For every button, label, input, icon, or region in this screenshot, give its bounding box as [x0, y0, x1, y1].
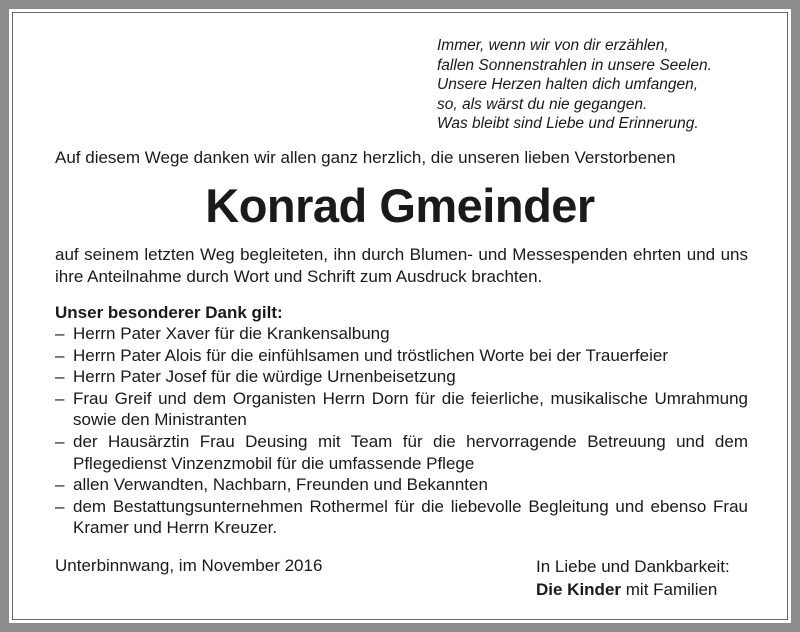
list-item-text: der Hausärztin Frau Deusing mit Team für die hervorragende Betreuung und dem Pflegedienst Vinzenzmobil für die umfassende Pflege: [73, 431, 748, 473]
list-item: [55, 345, 748, 367]
list-item: [55, 474, 748, 496]
intro-text: Auf diesem Wege danken wir allen ganz herzlich, die unseren lieben Verstorbenen: [55, 148, 676, 167]
dash-bullet: –: [55, 475, 65, 495]
list-item-text: Frau Greif und dem Organisten Herrn Dorn für die feierliche, musikalische Umrahmung sowie den Ministranten: [73, 388, 748, 430]
list-item: [55, 323, 748, 345]
body-text: auf seinem letzten Weg begleiteten, ihn durch Blumen- und Messespenden ehrten und uns ihre Anteilnahme durch Wort und Schrift zum Ausdruck brachten.: [55, 245, 748, 286]
signers-rest: mit Familien: [621, 580, 718, 599]
poem-line: fallen Sonnenstrahlen in unsere Seelen.: [437, 56, 712, 74]
list-item: [55, 496, 748, 539]
dash-bullet: –: [55, 324, 65, 343]
list-item-text: dem Bestattungsunternehmen Rothermel für die liebevolle Begleitung und ebenso Frau Kramer und Herrn Kreuzer.: [73, 496, 748, 538]
list-item: [55, 431, 748, 474]
closing-signature: [536, 555, 730, 601]
list-item-text: Herrn Pater Josef für die würdige Urnenbeisetzung: [73, 367, 456, 387]
dash-bullet: –: [55, 496, 65, 516]
signers-bold: Die Kinder: [536, 580, 622, 599]
poem-line: Immer, wenn wir von dir erzählen,: [437, 37, 669, 54]
dash-bullet: –: [55, 367, 65, 387]
poem: [437, 36, 777, 134]
deceased-name: Konrad Gmeinder: [205, 179, 595, 232]
poem-line: Unsere Herzen halten dich umfangen,: [437, 76, 699, 94]
list-item: [55, 388, 748, 431]
dash-bullet: –: [55, 431, 65, 451]
poem-line: Was bleibt sind Liebe und Erinnerung.: [437, 115, 699, 133]
list-item: [55, 366, 748, 388]
signers: [536, 578, 730, 601]
dash-bullet: –: [55, 388, 65, 408]
list-item-text: allen Verwandten, Nachbarn, Freunden und Bekannten: [73, 475, 488, 495]
dash-bullet: –: [55, 345, 65, 365]
thanks-list: [55, 323, 748, 539]
poem-line: so, als wärst du nie gegangen.: [437, 95, 648, 113]
list-item-text: Herrn Pater Xaver für die Krankensalbung: [73, 324, 390, 343]
place-date: Unterbinnwang, im November 2016: [55, 556, 323, 575]
closing-line: In Liebe und Dankbarkeit:: [536, 557, 730, 576]
thanks-heading: Unser besonderer Dank gilt:: [55, 303, 283, 322]
list-item-text: Herrn Pater Alois für die einfühlsamen und tröstlichen Worte bei der Trauerfeier: [73, 345, 668, 365]
